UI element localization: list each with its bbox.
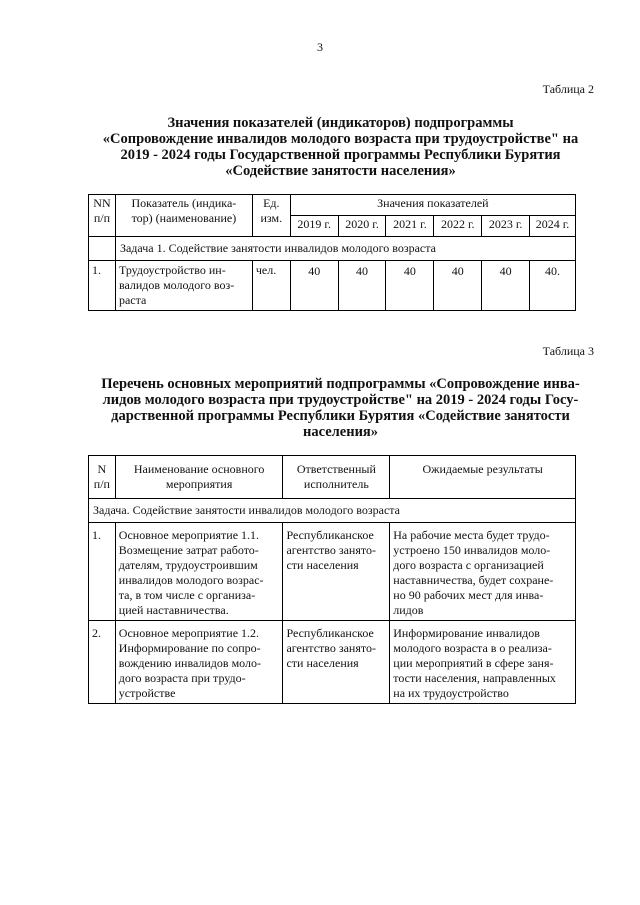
task-row: Задача. Содействие занятости инвалидов молодого возраста [89, 499, 576, 523]
col-header-num: NN п/п [89, 195, 116, 237]
col-header-name: Наименование основного мероприятия [115, 456, 283, 499]
table3-title-line: населения» [302, 424, 379, 440]
empty-cell [89, 237, 116, 261]
table-row [89, 261, 576, 311]
row-result: Информирование инвалидов молодого возраста в о реализа- ции мероприятий в сфере заня- тости населения, направленных на их трудоустройство [390, 621, 576, 704]
col-header-results: Ожидаемые результаты [390, 456, 576, 499]
col-header-year: 2022 г. [434, 216, 482, 237]
col-header-year: 2019 г. [290, 216, 338, 237]
col-header-responsible: Ответственный исполнитель [283, 456, 390, 499]
indicators-table [88, 194, 576, 311]
task-row: Задача 1. Содействие занятости инвалидов молодого возраста [115, 237, 575, 261]
row-value: 40 [434, 261, 482, 311]
table2-title-line: «Содействие занятости населения» [225, 163, 456, 179]
table-row [89, 621, 576, 704]
row-indicator: Трудоустройство ин- валидов молодого воз- раста [115, 261, 252, 311]
page-number: 3 [317, 40, 323, 54]
table2-title-line: 2019 - 2024 годы Государственной программы Республики Бурятия [120, 147, 561, 163]
col-header-year: 2024 г. [530, 216, 576, 237]
table-row [89, 523, 576, 621]
table3-label: Таблица 3 [542, 344, 594, 358]
row-responsible: Республиканское агентство занято- сти населения [283, 621, 390, 704]
table2-label: Таблица 2 [542, 82, 594, 96]
row-value: 40 [290, 261, 338, 311]
col-header-year: 2021 г. [386, 216, 434, 237]
col-header-unit: Ед. изм. [252, 195, 290, 237]
table2-title [88, 115, 593, 179]
col-header-values-group: Значения показателей [290, 195, 575, 216]
col-header-indicator: Показатель (индика- тор) (наименование) [115, 195, 252, 237]
col-header-num: N п/п [89, 456, 116, 499]
table3-title [84, 376, 597, 440]
table3-title-line: Перечень основных мероприятий подпрограммы «Сопровождение инва- [101, 376, 580, 392]
row-value: 40 [482, 261, 530, 311]
col-header-year: 2020 г. [338, 216, 386, 237]
table2-title-line: «Сопровождение инвалидов молодого возраста при трудоустройстве" на [102, 131, 579, 147]
row-measure-name: Основное мероприятие 1.2. Информирование по сопро- вождению инвалидов моло- дого возраста при трудо- устройстве [115, 621, 283, 704]
measures-table [88, 455, 576, 704]
col-header-year: 2023 г. [482, 216, 530, 237]
row-measure-name: Основное мероприятие 1.1. Возмещение затрат работо- дателям, трудоустроившим инвалидов молодого возрас- та, в том числе с организа- цией наставничества. [115, 523, 283, 621]
row-num: 1. [89, 523, 116, 621]
row-value: 40 [338, 261, 386, 311]
row-responsible: Республиканское агентство занято- сти населения [283, 523, 390, 621]
row-result: На рабочие места будет трудо- устроено 150 инвалидов моло- дого возраста с организацией наставничества, будет сохране- но 90 рабочих мест для инва- лидов [390, 523, 576, 621]
row-value: 40. [530, 261, 576, 311]
table3-title-line: дарственной программы Республики Бурятия «Содействие занятости [111, 408, 570, 424]
row-unit: чел. [252, 261, 290, 311]
row-num: 1. [89, 261, 116, 311]
row-value: 40 [386, 261, 434, 311]
table3-title-line: лидов молодого возраста при трудоустройстве" на 2019 - 2024 годы Госу- [102, 392, 579, 408]
table2-title-line: Значения показателей (индикаторов) подпрограммы [167, 115, 514, 131]
row-num: 2. [89, 621, 116, 704]
